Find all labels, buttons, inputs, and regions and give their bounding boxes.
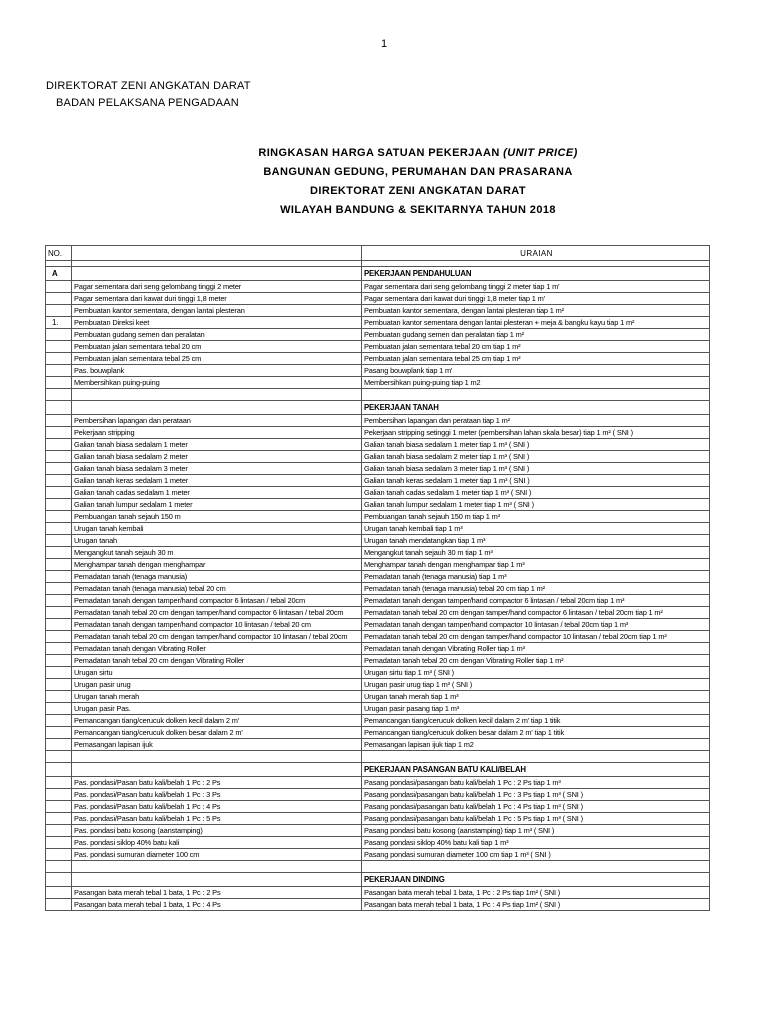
cell-uraian: Pemadatan tanah dengan tamper/hand compactor 10 lintasan / tebal 20cm tiap 1 m³ [362, 619, 710, 631]
cell-item: Pas. bouwplank [72, 365, 362, 377]
table-row [46, 535, 710, 547]
title-line-1-italic: (UNIT PRICE) [503, 147, 578, 159]
table-row [46, 571, 710, 583]
title-line-2: BANGUNAN GEDUNG, PERUMAHAN DAN PRASARANA [263, 166, 573, 178]
cell-number [46, 401, 72, 415]
cell-uraian: Pasang pondasi/pasangan batu kali/belah 1 Pc : 2 Ps tiap 1 m³ [362, 777, 710, 789]
cell-item: Pemancangan tiang/cerucuk dolken besar dalam 2 m' [72, 727, 362, 739]
cell-uraian: Galian tanah lumpur sedalam 1 meter tiap 1 m³ ( SNI ) [362, 499, 710, 511]
cell-number [46, 631, 72, 643]
cell-uraian: Membersihkan puing-puing tiap 1 m2 [362, 377, 710, 389]
cell-item: Menghampar tanah dengan menghampar [72, 559, 362, 571]
cell-item: Pembuatan gudang semen dan peralatan [72, 329, 362, 341]
cell-number [46, 825, 72, 837]
org-line-1: DIREKTORAT ZENI ANGKATAN DARAT [46, 80, 251, 92]
cell-number [46, 643, 72, 655]
cell-uraian: Galian tanah cadas sedalam 1 meter tiap 1 m³ ( SNI ) [362, 487, 710, 499]
table-row [46, 703, 710, 715]
cell-item: Urugan pasir urug [72, 679, 362, 691]
cell-item: Pembuatan Direksi keet [72, 317, 362, 329]
cell-number [46, 667, 72, 679]
cell-uraian: Pemasangan lapisan ijuk tiap 1 m2 [362, 739, 710, 751]
cell-number [46, 499, 72, 511]
table-row [46, 825, 710, 837]
cell-item: Pemasangan lapisan ijuk [72, 739, 362, 751]
org-line-2: BADAN PELAKSANA PENGADAAN [56, 97, 239, 109]
cell-uraian: Pemadatan tanah (tenaga manusia) tiap 1 m³ [362, 571, 710, 583]
table-row [46, 475, 710, 487]
cell-number [46, 353, 72, 365]
cell-uraian: Pasangan bata merah tebal 1 bata, 1 Pc : 4 Ps tiap 1m² ( SNI ) [362, 899, 710, 911]
cell-number [46, 763, 72, 777]
cell-number [46, 813, 72, 825]
cell-number [46, 439, 72, 451]
cell-number [46, 305, 72, 317]
cell-uraian: Pemadatan tanah tebal 20 cm dengan tamper/hand compactor 10 lintasan / tebal 20cm tiap 1 m² [362, 631, 710, 643]
cell-number [46, 703, 72, 715]
cell-number [46, 511, 72, 523]
title-line-1-text: RINGKASAN HARGA SATUAN PEKERJAAN [258, 147, 504, 159]
cell-item: Pemadatan tanah dengan tamper/hand compactor 6 lintasan / tebal 20cm [72, 595, 362, 607]
table-row [46, 389, 710, 401]
cell-item: Pembuangan tanah sejauh 150 m [72, 511, 362, 523]
cell-number [46, 583, 72, 595]
cell-number [46, 861, 72, 873]
table-row [46, 595, 710, 607]
cell-item: Pemadatan tanah tebal 20 cm dengan tamper/hand compactor 6 lintasan / tebal 20cm [72, 607, 362, 619]
table-row [46, 317, 710, 329]
cell-uraian: Pasangan bata merah tebal 1 bata, 1 Pc : 2 Ps tiap 1m² ( SNI ) [362, 887, 710, 899]
table-row [46, 849, 710, 861]
table-row [46, 679, 710, 691]
cell-number [46, 801, 72, 813]
unit-price-table [45, 245, 710, 911]
cell-number [46, 463, 72, 475]
title-line-1 [68, 144, 768, 163]
cell-item: Pembersihan lapangan dan perataan [72, 415, 362, 427]
cell-number [46, 559, 72, 571]
cell-uraian [362, 861, 710, 873]
cell-number [46, 341, 72, 353]
cell-number [46, 715, 72, 727]
table-row [46, 559, 710, 571]
table-row [46, 813, 710, 825]
cell-uraian: Urugan tanah kembali tiap 1 m³ [362, 523, 710, 535]
cell-number [46, 691, 72, 703]
table-row [46, 365, 710, 377]
cell-item: Pas. pondasi sumuran diameter 100 cm [72, 849, 362, 861]
cell-number [46, 451, 72, 463]
cell-item: Pemancangan tiang/cerucuk dolken kecil dalam 2 m' [72, 715, 362, 727]
cell-number [46, 571, 72, 583]
cell-uraian: Pembuatan kantor sementara dengan lantai plesteran + meja & bangku kayu tiap 1 m² [362, 317, 710, 329]
cell-number [46, 365, 72, 377]
cell-item [72, 389, 362, 401]
cell-uraian: Pembuatan kantor sementara, dengan lantai plesteran tiap 1 m² [362, 305, 710, 317]
page-number: 1 [380, 38, 388, 50]
table-row [46, 583, 710, 595]
cell-item: Pemadatan tanah dengan Vibrating Roller [72, 643, 362, 655]
cell-number [46, 837, 72, 849]
cell-number [46, 535, 72, 547]
table-row [46, 667, 710, 679]
document-title [0, 144, 768, 220]
cell-number [46, 607, 72, 619]
cell-uraian [362, 751, 710, 763]
cell-uraian: Pembuangan tanah sejauh 150 m tiap 1 m³ [362, 511, 710, 523]
cell-item: Urugan pasir Pas. [72, 703, 362, 715]
cell-uraian: Pagar sementara dari seng gelombang tinggi 2 meter tiap 1 m' [362, 281, 710, 293]
table-row [46, 751, 710, 763]
cell-uraian: Menghampar tanah dengan menghampar tiap 1 m³ [362, 559, 710, 571]
cell-item [72, 763, 362, 777]
cell-uraian: Galian tanah keras sedalam 1 meter tiap 1 m³ ( SNI ) [362, 475, 710, 487]
cell-uraian: Pekerjaan stripping setinggi 1 meter (pembersihan lahan skala besar) tiap 1 m² ( SNI ) [362, 427, 710, 439]
cell-item: Galian tanah biasa sedalam 2 meter [72, 451, 362, 463]
table-row [46, 837, 710, 849]
cell-uraian: Mengangkut tanah sejauh 30 m tiap 1 m³ [362, 547, 710, 559]
cell-number [46, 523, 72, 535]
cell-item [72, 861, 362, 873]
table-row [46, 619, 710, 631]
cell-item: Urugan sirtu [72, 667, 362, 679]
cell-item: Pas. pondasi/Pasan batu kali/belah 1 Pc : 5 Ps [72, 813, 362, 825]
cell-number [46, 281, 72, 293]
cell-number: 1. [46, 317, 72, 329]
cell-item: Pemadatan tanah (tenaga manusia) [72, 571, 362, 583]
cell-uraian: Pasang pondasi batu kosong (aanstamping) tiap 1 m³ ( SNI ) [362, 825, 710, 837]
header-no: NO. [46, 246, 72, 261]
cell-uraian: Pasang pondasi/pasangan batu kali/belah 1 Pc : 4 Ps tiap 1 m³ ( SNI ) [362, 801, 710, 813]
cell-number [46, 751, 72, 763]
table-row [46, 427, 710, 439]
cell-uraian: Pagar sementara dari kawat duri tinggi 1,8 meter tiap 1 m' [362, 293, 710, 305]
cell-number [46, 595, 72, 607]
table-row [46, 801, 710, 813]
cell-number [46, 899, 72, 911]
cell-item: Pasangan bata merah tebal 1 bata, 1 Pc : 2 Ps [72, 887, 362, 899]
cell-item [72, 751, 362, 763]
table-row [46, 547, 710, 559]
table-row [46, 293, 710, 305]
cell-number [46, 293, 72, 305]
cell-number [46, 377, 72, 389]
cell-number [46, 619, 72, 631]
title-line-3: DIREKTORAT ZENI ANGKATAN DARAT [310, 185, 526, 197]
cell-number [46, 427, 72, 439]
section-row [46, 763, 710, 777]
cell-item: Urugan tanah [72, 535, 362, 547]
cell-uraian: Urugan tanah mendatangkan tiap 1 m³ [362, 535, 710, 547]
cell-item: Galian tanah biasa sedalam 3 meter [72, 463, 362, 475]
table-row [46, 353, 710, 365]
table-row [46, 691, 710, 703]
cell-item: Pagar sementara dari seng gelombang tinggi 2 meter [72, 281, 362, 293]
cell-number [46, 329, 72, 341]
cell-uraian: Urugan pasir urug tiap 1 m³ ( SNI ) [362, 679, 710, 691]
cell-number [46, 739, 72, 751]
title-line-4: WILAYAH BANDUNG & SEKITARNYA TAHUN 2018 [280, 204, 556, 216]
cell-number [46, 415, 72, 427]
cell-number [46, 475, 72, 487]
cell-item: Urugan tanah kembali [72, 523, 362, 535]
cell-number [46, 849, 72, 861]
cell-uraian: Urugan pasir pasang tiap 1 m³ [362, 703, 710, 715]
cell-number [46, 547, 72, 559]
cell-uraian: PEKERJAAN TANAH [362, 401, 710, 415]
cell-item: Mengangkut tanah sejauh 30 m [72, 547, 362, 559]
cell-item: Pembuatan jalan sementara tebal 25 cm [72, 353, 362, 365]
cell-uraian: Urugan tanah merah tiap 1 m³ [362, 691, 710, 703]
cell-uraian: Pemadatan tanah dengan tamper/hand compactor 6 lintasan / tebal 20cm tiap 1 m³ [362, 595, 710, 607]
cell-number [46, 777, 72, 789]
table-row [46, 439, 710, 451]
table-row [46, 305, 710, 317]
table-row [46, 631, 710, 643]
cell-item: Pas. pondasi/Pasan batu kali/belah 1 Pc : 2 Ps [72, 777, 362, 789]
cell-item: Pembuatan kantor sementara, dengan lantai plesteran [72, 305, 362, 317]
table-row [46, 415, 710, 427]
cell-item [72, 401, 362, 415]
cell-item: Galian tanah cadas sedalam 1 meter [72, 487, 362, 499]
cell-number [46, 887, 72, 899]
table-row [46, 341, 710, 353]
section-row [46, 873, 710, 887]
cell-uraian: Urugan sirtu tiap 1 m³ ( SNI ) [362, 667, 710, 679]
table-row [46, 739, 710, 751]
cell-uraian: Galian tanah biasa sedalam 2 meter tiap 1 m³ ( SNI ) [362, 451, 710, 463]
header-uraian: URAIAN [362, 246, 710, 261]
cell-uraian: Pembersihan lapangan dan perataan tiap 1 m² [362, 415, 710, 427]
table-row [46, 499, 710, 511]
cell-item: Pemadatan tanah tebal 20 cm dengan tamper/hand compactor 10 lintasan / tebal 20cm [72, 631, 362, 643]
cell-uraian: Pemancangan tiang/cerucuk dolken kecil dalam 2 m' tiap 1 titik [362, 715, 710, 727]
cell-number [46, 873, 72, 887]
cell-uraian: Galian tanah biasa sedalam 1 meter tiap 1 m³ ( SNI ) [362, 439, 710, 451]
cell-number [46, 389, 72, 401]
table-row [46, 281, 710, 293]
table-row [46, 377, 710, 389]
table-row [46, 715, 710, 727]
cell-item: Pagar sementara dari kawat duri tinggi 1,8 meter [72, 293, 362, 305]
table-row [46, 861, 710, 873]
cell-number [46, 727, 72, 739]
cell-uraian: Pembuatan jalan sementara tebal 25 cm tiap 1 m² [362, 353, 710, 365]
cell-item: Pembuatan jalan sementara tebal 20 cm [72, 341, 362, 353]
cell-uraian: Pembuatan jalan sementara tebal 20 cm tiap 1 m² [362, 341, 710, 353]
table-row [46, 887, 710, 899]
cell-item [72, 267, 362, 281]
table-row [46, 463, 710, 475]
cell-number [46, 655, 72, 667]
cell-number [46, 789, 72, 801]
cell-item: Pemadatan tanah (tenaga manusia) tebal 20 cm [72, 583, 362, 595]
section-row [46, 267, 710, 281]
table-row [46, 329, 710, 341]
section-row [46, 401, 710, 415]
cell-uraian: PEKERJAAN PASANGAN BATU KALI/BELAH [362, 763, 710, 777]
cell-item [72, 873, 362, 887]
unit-price-table-body [46, 246, 710, 911]
table-row [46, 607, 710, 619]
cell-item: Pemadatan tanah dengan tamper/hand compactor 10 lintasan / tebal 20 cm [72, 619, 362, 631]
cell-uraian: Pasang bouwplank tiap 1 m' [362, 365, 710, 377]
cell-uraian: Pemadatan tanah tebal 20 cm dengan Vibrating Roller tiap 1 m² [362, 655, 710, 667]
table-header-row [46, 246, 710, 261]
cell-uraian: Pemadatan tanah dengan Vibrating Roller tiap 1 m³ [362, 643, 710, 655]
cell-number: A [46, 267, 72, 281]
table-row [46, 511, 710, 523]
cell-item: Membersihkan puing-puing [72, 377, 362, 389]
cell-uraian: Galian tanah biasa sedalam 3 meter tiap 1 m³ ( SNI ) [362, 463, 710, 475]
cell-item: Galian tanah keras sedalam 1 meter [72, 475, 362, 487]
cell-item: Pas. pondasi/Pasan batu kali/belah 1 Pc : 4 Ps [72, 801, 362, 813]
cell-uraian: Pasang pondasi/pasangan batu kali/belah 1 Pc : 3 Ps tiap 1 m³ ( SNI ) [362, 789, 710, 801]
cell-uraian [362, 389, 710, 401]
table-row [46, 727, 710, 739]
cell-item: Pas. pondasi batu kosong (aanstamping) [72, 825, 362, 837]
table-row [46, 487, 710, 499]
cell-item: Pemadatan tanah tebal 20 cm dengan Vibrating Roller [72, 655, 362, 667]
cell-uraian: Pasang pondasi sumuran diameter 100 cm tiap 1 m³ ( SNI ) [362, 849, 710, 861]
cell-item: Urugan tanah merah [72, 691, 362, 703]
cell-uraian: Pemadatan tanah tebal 20 cm dengan tamper/hand compactor 6 lintasan / tebal 20cm tiap 1 m² [362, 607, 710, 619]
table-row [46, 789, 710, 801]
cell-item: Galian tanah biasa sedalam 1 meter [72, 439, 362, 451]
cell-item: Pas. pondasi/Pasan batu kali/belah 1 Pc : 3 Ps [72, 789, 362, 801]
cell-uraian: Pasang pondasi siklop 40% batu kali tiap 1 m³ [362, 837, 710, 849]
table-row [46, 777, 710, 789]
cell-uraian: Pemancangan tiang/cerucuk dolken besar dalam 2 m' tiap 1 titik [362, 727, 710, 739]
cell-uraian: Pasang pondasi/pasangan batu kali/belah 1 Pc : 5 Ps tiap 1 m³ ( SNI ) [362, 813, 710, 825]
cell-item: Pasangan bata merah tebal 1 bata, 1 Pc : 4 Ps [72, 899, 362, 911]
cell-uraian: PEKERJAAN DINDING [362, 873, 710, 887]
header-blank [72, 246, 362, 261]
table-row [46, 451, 710, 463]
organization-header [46, 78, 251, 112]
cell-uraian: Pembuatan gudang semen dan peralatan tiap 1 m² [362, 329, 710, 341]
cell-number [46, 487, 72, 499]
table-row [46, 655, 710, 667]
cell-item: Pas. pondasi siklop 40% batu kali [72, 837, 362, 849]
table-row [46, 643, 710, 655]
table-row [46, 523, 710, 535]
cell-item: Galian tanah lumpur sedalam 1 meter [72, 499, 362, 511]
table-row [46, 899, 710, 911]
cell-uraian: Pemadatan tanah (tenaga manusia) tebal 20 cm tiap 1 m² [362, 583, 710, 595]
cell-uraian: PEKERJAAN PENDAHULUAN [362, 267, 710, 281]
cell-number [46, 679, 72, 691]
cell-item: Pekerjaan stripping [72, 427, 362, 439]
